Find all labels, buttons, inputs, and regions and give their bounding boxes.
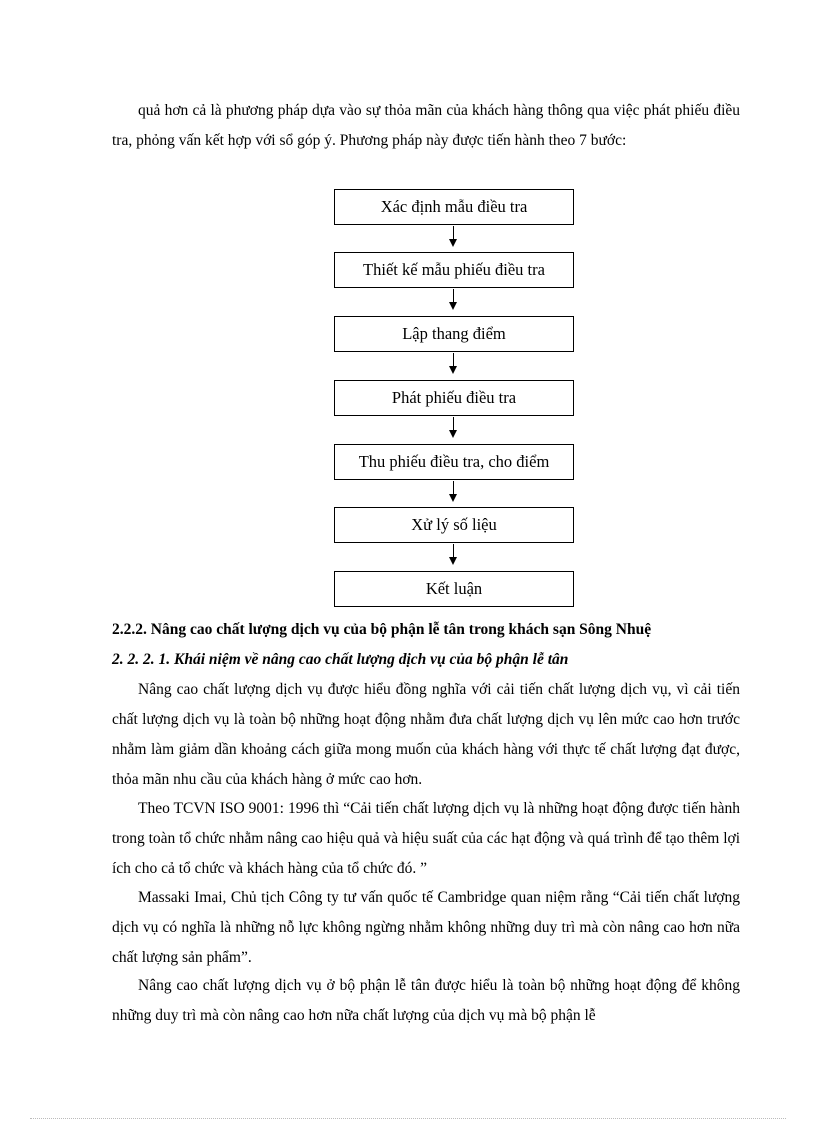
body-paragraph: Nâng cao chất lượng dịch vụ được hiểu đồng nghĩa với cải tiến chất lượng dịch vụ, vì cải tiến chất lượng dịch vụ là toàn bộ những hoạt động nhằm đưa chất lượng dịch vụ lên mức cao hơn trước nhằm làm giảm dần khoảng cách giữa mong muốn của khách hàng với thực tế chất lượng đạt được, thỏa mãn nhu cầu của khách hàng ở mức cao hơn.	[112, 681, 740, 788]
intro-paragraph: quả hơn cả là phương pháp dựa vào sự thỏa mãn của khách hàng thông qua việc phát phiếu điều tra, phỏng vấn kết hợp với sổ góp ý. Phương pháp này được tiến hành theo 7 bước:	[112, 102, 740, 149]
flow-step-collect-score: Thu phiếu điều tra, cho điểm	[334, 444, 574, 480]
flow-step-process-data: Xử lý số liệu	[334, 507, 574, 543]
body-paragraph: Theo TCVN ISO 9001: 1996 thì “Cải tiến chất lượng dịch vụ là những hoạt động được tiến hành trong toàn tổ chức nhằm nâng cao hiệu quả và hiệu suất của các hạt động và quá trình để tạo thêm lợi ích cho cả tổ chức và khách hàng của tổ chức đó. ”	[112, 800, 740, 877]
subsection-heading: 2. 2. 2. 1. Khái niệm về nâng cao chất lượng dịch vụ của bộ phận lễ tân	[112, 651, 569, 668]
flow-step-sample-definition: Xác định mẫu điều tra	[334, 189, 574, 225]
body-paragraph: Nâng cao chất lượng dịch vụ ở bộ phận lễ tân được hiểu là toàn bộ những hoạt động để không những duy trì mà còn nâng cao hơn nữa chất lượng của dịch vụ mà bộ phận lễ	[112, 977, 740, 1024]
flow-step-form-design: Thiết kế mẫu phiếu điều tra	[334, 252, 574, 288]
page-bottom-divider	[30, 1118, 786, 1119]
flow-step-conclusion: Kết luận	[334, 571, 574, 607]
flow-step-distribute-forms: Phát phiếu điều tra	[334, 380, 574, 416]
section-heading: 2.2.2. Nâng cao chất lượng dịch vụ của bộ phận lễ tân trong khách sạn Sông Nhuệ	[112, 621, 652, 638]
flow-step-scoring-scale: Lập thang điểm	[334, 316, 574, 352]
body-paragraph: Massaki Imai, Chủ tịch Công ty tư vấn quốc tế Cambridge quan niệm rằng “Cải tiến chất lượng dịch vụ có nghĩa là những nỗ lực không ngừng nhằm không những duy trì mà còn nâng cao hơn nữa chất lượng sản phẩm”.	[112, 889, 740, 966]
